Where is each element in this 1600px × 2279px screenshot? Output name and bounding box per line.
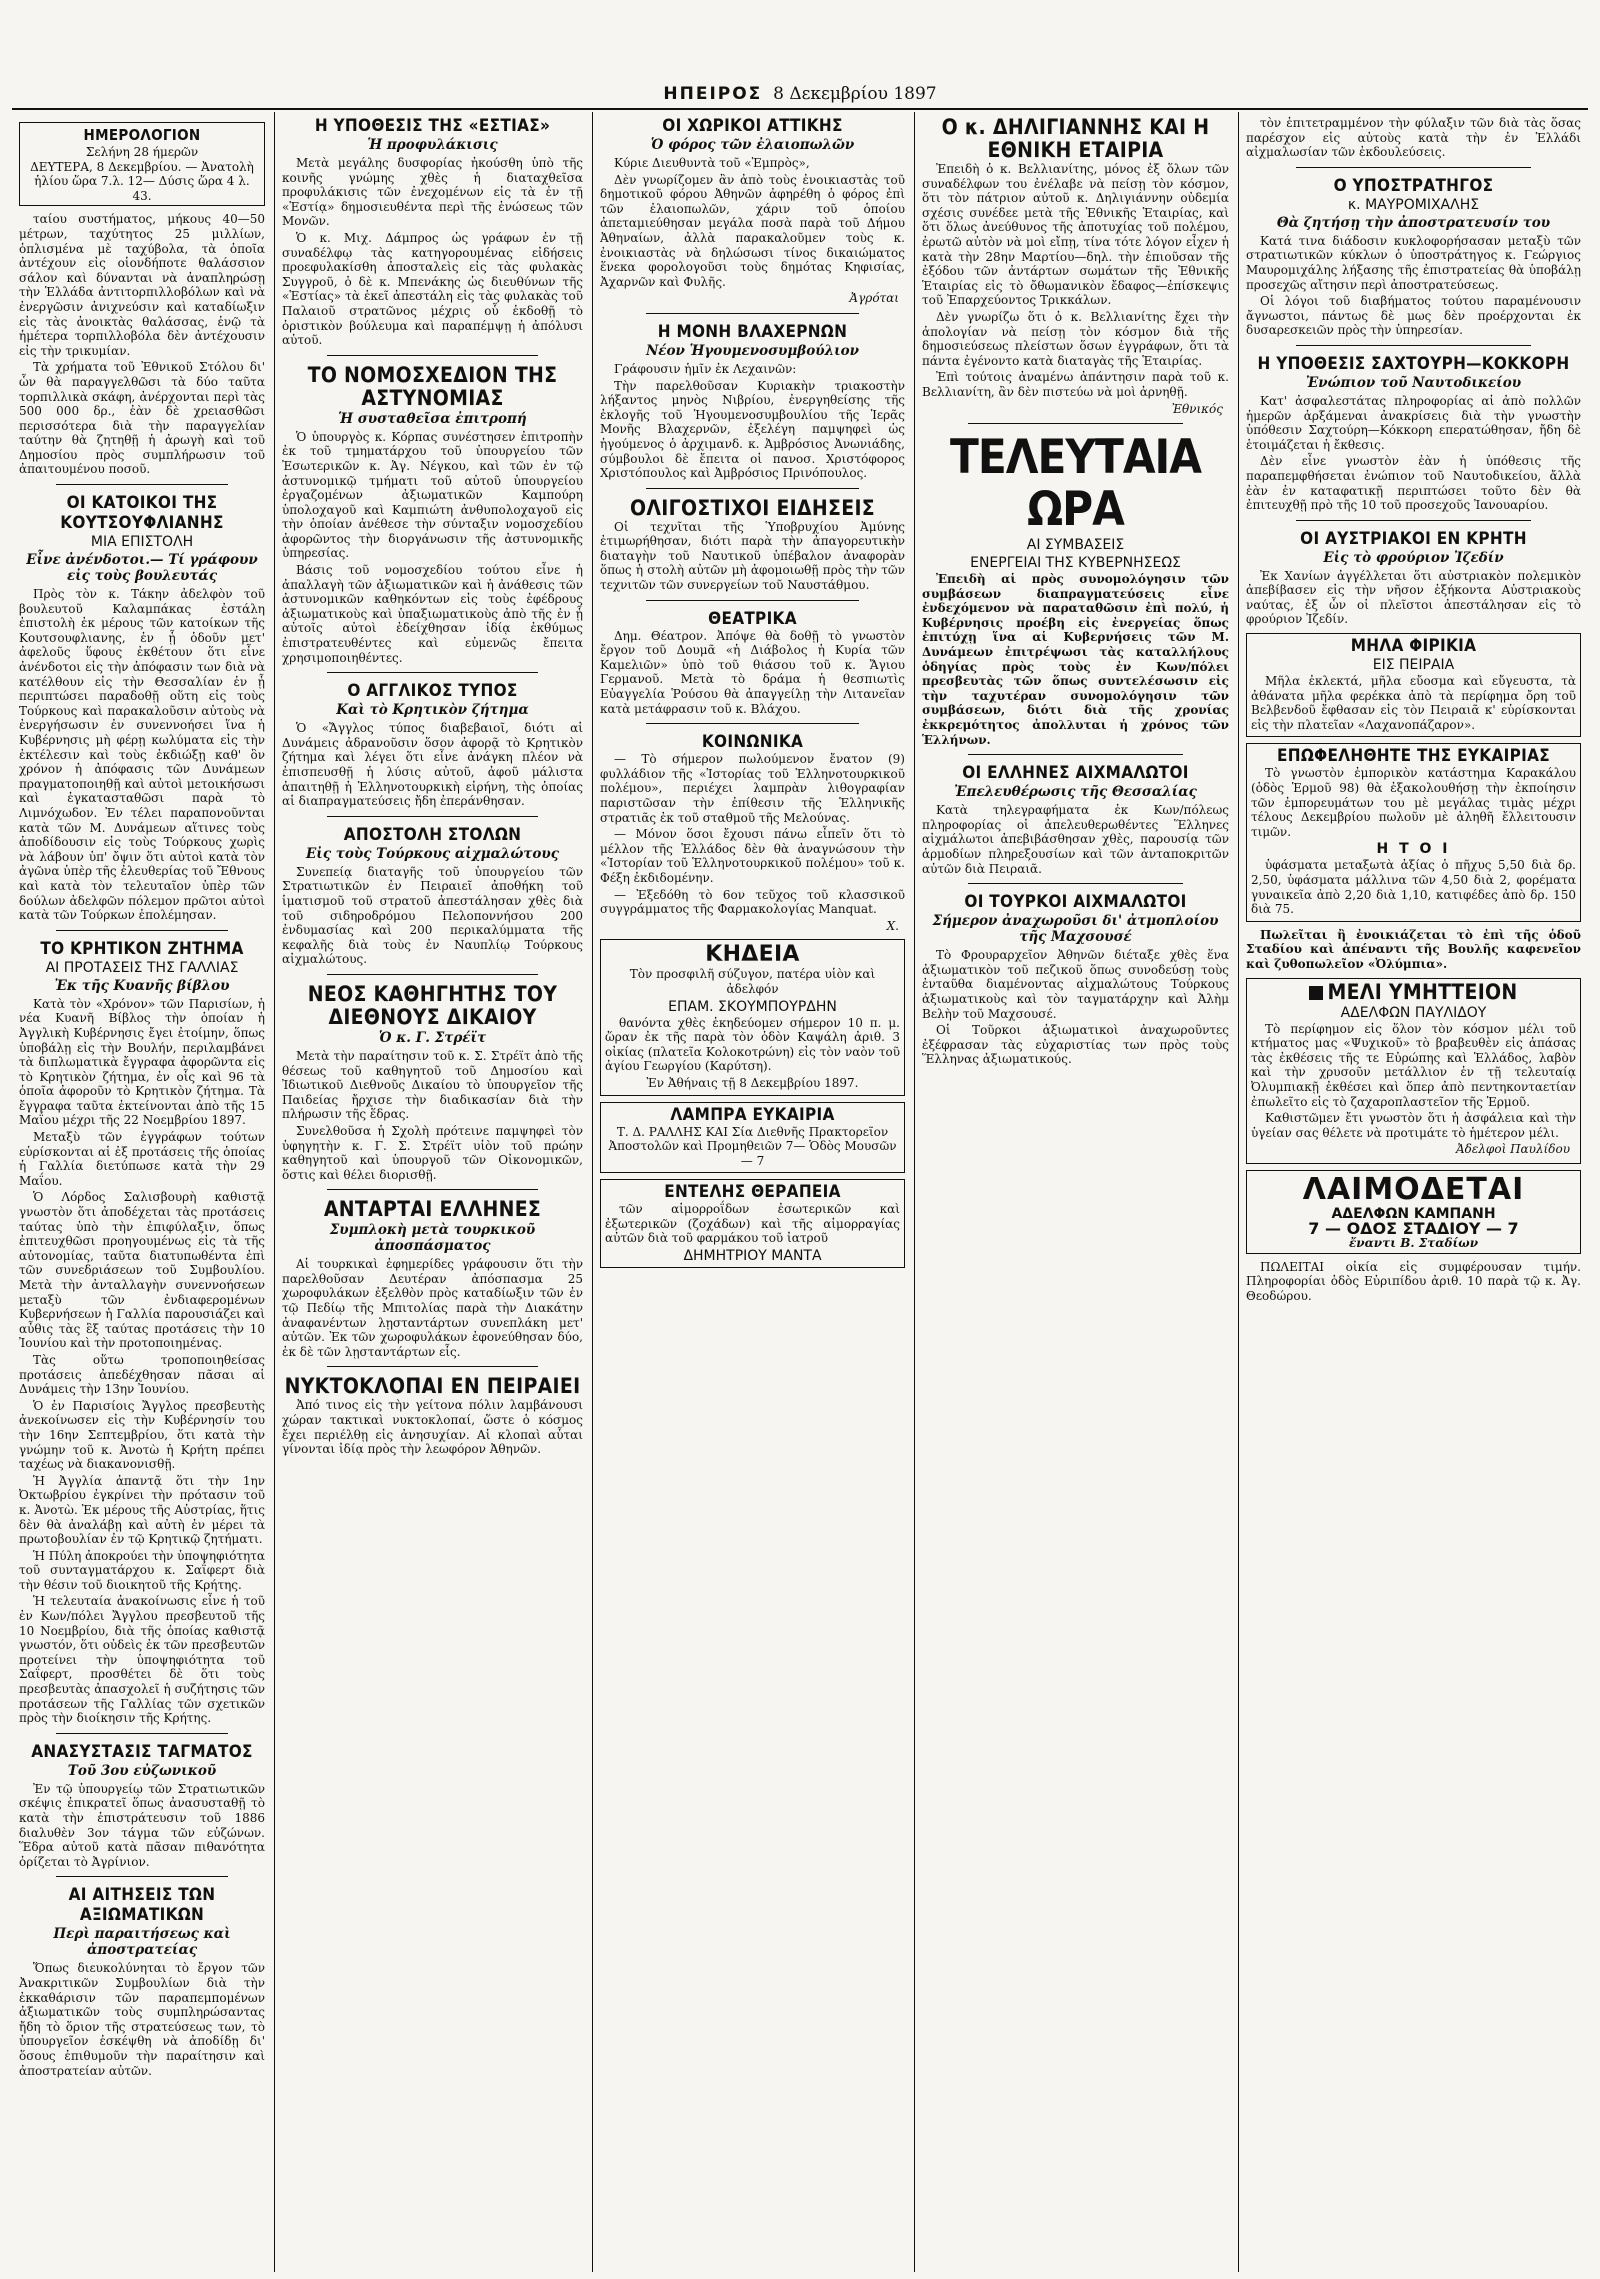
paragraph: ΠΩΛΕΙΤΑΙ οἰκία εἰς συμφέρουσαν τιμήν. Πληροφορίαι ὁδὸς Εὐριπίδου ἀριθ. 10 παρὰ τῷ κ. Ἀγ. Θεοδώρου.: [1246, 1259, 1581, 1303]
paragraph: Ὁ κ. Μιχ. Δάμπρος ὡς γράφων ἐν τῇ συναδέλφῳ τὰς κατηγορουμένας εἰδήσεις προεφυλακίσθη ἀποσταλεὶς εἰς τὰς φυλακὰς Συγγροῦ, ὁ δὲ κ. Μπενάκης ὡς διευθύνων τῆς «Ἑστίας» τὰ ἐκεῖ ἀπεστάλη εἰς τὰς φυλακὰς τοῦ Παλαιοῦ στρατῶνος μέχρις οὗ ἐκδοθῇ τὸ ὁριστικὸν βούλευμα καὶ παραπέμψῃ ἡ ἀπόλυσι αὐτοῦ.: [282, 230, 583, 348]
paragraph: — Ἐξεδόθη τὸ 6ον τεῦχος τοῦ κλασσικοῦ συγγράμματος τῆς Φαρμακολογίας Manquat.: [600, 887, 905, 917]
divider: [327, 1189, 538, 1190]
headline-rebels: ΑΝΤΑΡΤΑΙ ΕΛΛΗΝΕΣ: [323, 1197, 542, 1222]
paragraph: Ἡ Πύλη ἀποκρούει τὴν ὑποψηφιότητα τοῦ συνταγματάρχου κ. Σαΐφερτ διὰ τὴν θέσιν τοῦ διοικητοῦ τῆς Κρήτης.: [19, 1548, 265, 1592]
kicker: Περὶ παραιτήσεως καὶ ἀποστρατείας: [53, 1926, 231, 1959]
paragraph: Τὴν παρελθοῦσαν Κυριακὴν τριακοστὴν λήξαντος μηνὸς Νιβρίου, ἐνεργηθείσης τῆς ἐκλογῆς τοῦ Ἡγουμενοσυμβουλίου τῆς Ἱερᾶς Μονῆς Βλαχερνῶν, ἐξελέγη παμψηφεὶ ὡς ἡγούμενος ὁ ἀρχιμανδ. κ. Ἀμβρόσιος Ἀνωνιάδης, σύμβουλοι δὲ ἔπειτα οἱ πανοσ. Χριστόφορος Χριστόπουλος καὶ Ἀμβρόσιος Πρινόπουλος.: [600, 378, 905, 481]
paragraph: Ὁ ὑπουργὸς κ. Κόρπας συνέστησεν ἐπιτροπὴν ἐκ τοῦ τμηματάρχου τοῦ ὑπουργείου τῶν Ἐσωτερικῶν κ. Ἀγ. Νέγκου, καὶ τῶν ἐν τῷ ἀστυνομικῷ τμήματι τοῦ αὐτοῦ ὑπουργείου ἐργαζομένων ἀξιωματικῶν Καμπούρη ὑπολοχαγοῦ καὶ Καμπιώτη ἀνθυπολοχαγοῦ εἰς τὴν ὁποίαν ἀνέθεσε τὴν σύνταξιν νομοσχεδίου ἀφορῶντος τὴν διοργάνωσιν τῆς ἀστυνομικῆς ὑπηρεσίας.: [282, 429, 583, 561]
doctor-name: ΔΗΜΗΤΡΙΟΥ ΜΑΝΤΑ: [683, 1248, 822, 1265]
divider: [327, 974, 538, 975]
paragraph: Τὸ περίφημον εἰς ὅλον τὸν κόσμον μέλι τοῦ κτήματος μας «Ψυχικοῦ» τὸ βραβευθὲν εἰς ἁπάσας τὰς ἐκθέσεις τῆς τε Εὐρώπης καὶ Ἑλλάδος, λαβὸν καὶ τὴν χρυσοῦν μετάλλιον ἐν τῇ τελευταίᾳ Ὀλυμπιακῇ ἐκθέσει καὶ ὅπερ ἀπὸ πεντηκονταετίαν ἐπωλεῖτο εἰς τὸ ζαχαροπλαστεῖον τῆς Ἑρμοῦ.: [1251, 1021, 1576, 1109]
divider: [646, 723, 860, 724]
kicker: Εἰς τὸ φρούριον Ἰζεδίν: [1323, 549, 1504, 566]
headline-short-news: ΟΛΙΓΟΣΤΙΧΟΙ ΕΙΔΗΣΕΙΣ: [630, 495, 875, 520]
ad-therapy: [600, 1179, 905, 1268]
paragraph: τῶν αἱμορροΐδων ἐσωτερικῶν καὶ ἐξωτερικῶν (ζοχάδων) καὶ τῆς αἱμορραγίας αὐτῶν διὰ τοῦ φαρμάκου τοῦ ἰατροῦ: [605, 1202, 900, 1246]
signature: Χ.: [886, 918, 899, 933]
headline-attica-villagers: ΟΙ ΧΩΡΙΚΟΙ ΑΤΤΙΚΗΣ: [662, 116, 843, 136]
ephemeris-title: ΗΜΕΡΟΛΟΓΙΟΝ: [83, 126, 201, 144]
kicker: Συμπλοκὴ μετὰ τουρκικοῦ ἀποσπάσματος: [329, 1222, 536, 1255]
neckties-address: 7 — ΟΔΟΣ ΣΤΑΔΙΟΥ — 7: [1308, 1218, 1519, 1238]
paragraph: Τὸ γνωστὸν ἐμπορικὸν κατάστημα Καρακάλου (ὁδὸς Ἑρμοῦ 98) θὰ ἐξακολουθήσῃ τὴν ἐκποίησιν τῶν ἐμπορευμάτων του μὲ μεγάλας τιμὰς μέχρι τέλους Δεκεμβρίου πωλοῦν μὲ ἀληθῆ ἔλλειτουσιν τιμῶν.: [1251, 766, 1576, 839]
paragraph: Οἱ τεχνῖται τῆς Ὑποβρυχίου Ἀμύνης ἐτιμωρήθησαν, διότι παρὰ τὴν ἀπαγορευτικὴν διαταγὴν τοῦ Ναυτικοῦ ὑπέβαλον ἀναφορὰν ὅπως ἡ στολὴ αὐτῶν μὴ ἀφομοιωθῇ πρὸς τὴν τῶν τεχνιτῶν τῶν συνεργείων τοῦ Ναυστάθμου.: [600, 519, 905, 593]
paragraph: Μεταξὺ τῶν ἐγγράφων τούτων εὑρίσκονται αἱ ἐξ προτάσεις τῆς ὁποίας ἡ Γαλλία διετύπωσε κατὰ τὴν 29 Μαΐου.: [19, 1130, 265, 1188]
paragraph: — Μόνον ὅσοι ἔχουσι πάνω εἶπεῖν ὅτι τὸ μέλλον τῆς Ἑλλάδος δὲν θὰ ἀναγνώσουν τὴν «Ἱστορίαν τοῦ Ἑλληνοτουρκικοῦ πολέμου» τοῦ κ. Φέξη ἐκδιδομένην.: [600, 827, 905, 885]
headline-koutsouflianis: ΟΙ ΚΑΤΟΙΚΟΙ ΤΗΣ ΚΟΥΤΣΟΥΦΛΙΑΝΗΣ: [60, 493, 224, 534]
paragraph: Συνεπείᾳ διαταγῆς τοῦ ὑπουργείου τῶν Στρατιωτικῶν ἐν Πειραιεῖ ἀποθήκη τοῦ ἱματισμοῦ τοῦ στρατοῦ ἀπεστάλησαν χθὲς διὰ τοῦ σιδηροδρόμου Πελοποννήσου 200 ἐνδυμασίας καὶ 200 περικαλύμματα τῆς κεφαλῆς διὰ τοὺς ἐν Ναυπλίῳ Τούρκους αἰχμαλώτους.: [282, 864, 583, 967]
subhead: ΕΝΕΡΓΕΙΑΙ ΤΗΣ ΚΥΒΕΡΝΗΣΕΩΣ: [970, 555, 1181, 572]
issue-date: 8 Δεκεμβρίου 1897: [773, 84, 937, 104]
subhead: Η Τ Ο Ι: [1376, 841, 1451, 858]
paragraph: Οἱ Τοῦρκοι ἀξιωματικοὶ ἀναχωροῦντες ἐξέφρασαν τὰς εὐχαριστίας των πρὸς τοὺς Ἕλληνας ἀξιωματικούς.: [922, 1023, 1229, 1067]
ephemeris-sun: ΔΕΥΤΕΡΑ, 8 Δεκεμβρίου. — Ἀνατολὴ ἡλίου ὥρα 7.λ. 12— Δύσις ὥρα 4 λ. 43.: [30, 159, 254, 203]
paragraph: Δὲν γνωρίζομεν ἂν ἀπὸ τοὺς ἐνοικιαστὰς τοῦ δημοτικοῦ φόρου Ἀθηνῶν ἀφηρέθη ὁ φόρος ἐπὶ τῶν ἐλαιοπωλῶν, χάριν τοῦ ὁποίου ἀπεταμιεύθησαν μεγάλα ποσὰ παρὰ τοῦ Δήμου Ἀθηναίων, ἀλλὰ παρακαλοῦμεν τοὺς κ. ἐνοικιαστὰς νὰ δηλώσωσι τίνος δικαιώματος ἕνεκα φορολογοῦσι τοὺς δημότας Κηφισίας, Ἀχαρνῶν καὶ Φυλῆς.: [600, 172, 905, 289]
paragraph: Ἡ Ἀγγλία ἀπαντᾷ ὅτι τὴν 1ην Ὀκτωβρίου ἐγκρίνει τὴν πρότασιν τοῦ κ. Ἀνοτὼ. Ἐκ μέρους τῆς Αὐστρίας, ἥτις δὲν θὰ ἀναλάβῃ καὶ αὐτὴ ἐν μέρει τὰ πρωτοβουλίαν ἐν τῷ Κρητικῷ ζητήματι.: [19, 1473, 265, 1547]
headline-theatre: ΘΕΑΤΡΙΚΑ: [708, 608, 797, 629]
paragraph: Κατὰ τὸν «Χρόνον» τῶν Παρισίων, ἡ νέα Κυανῆ Βίβλος τὴν ὁποίαν ἡ Ἀγγλικὴ Κυβέρνησις ἔγει ἐτοίμην, ὅπως ὑποβάλῃ εἰς τὴν Βουλήν, περιλαμβάνει τὰ διπλωματικὰ ἔγγραφα ἀφορῶντα εἰς τὸ Κρητικὸν ζήτημα, ἐν οἷς καὶ 96 τὰ ὁποῖα ἀφοροῦν τὸ Κρητικὸν ζήτημα. Τὰ ἔγγραφα ταῦτα ἐκτείνονται ἀπὸ τῆς 15 Μαΐου μέχρι τῆς 22 Νοεμβρίου 1897.: [19, 996, 265, 1128]
paragraph: Κατ' ἀσφαλεστάτας πληροφορίας αἱ ἀπὸ πολλῶν ἡμερῶν ἀρξάμεναι ἀνακρίσεις διὰ τὴν γνωστὴν ὑπόθεσιν Σαχτούρη—Κόκκορη επερατώθησαν, ἤδη δὲ ἑτοιμάζεται ἡ ἔκθεσις.: [1246, 393, 1581, 452]
headline-police-bill: ΤΟ ΝΟΜΟΣΧΕΔΙΟΝ ΤΗΣ ΑΣΤΥΝΟΜΙΑΣ: [307, 362, 558, 410]
headline-cretan-question: ΤΟ ΚΡΗΤΙΚΟΝ ΖΗΤΗΜΑ: [40, 938, 244, 959]
paragraph: Ὁ «Ἄγγλος τύπος διαβεβαιοῖ, διότι αἱ Δυνάμεις ἀδρανοῦσιν ὅσον ἀφορᾷ τὸ Κρητικὸν ζήτημα καὶ λέγει ὅτι εἶνε ἀνάγκη πλέον νὰ ἐπισπευσθῇ ἡ λύσις αὐτοῦ, ἀφοῦ μάλιστα ἀπαιτηθῇ ἡ Ἑλληνοτουρκικὴ εἰρήνη, τὴς ὁποίας αἱ διαπραγματεύσεις ἤδη ἐπεράνθησαν.: [282, 721, 583, 809]
paragraph: θανόντα χθὲς ἐκηδεύομεν σήμερον 10 π. μ. ὥραν ἐκ τῆς παρὰ τὸν ὁδὸν Καψάλη ἀριθ. 3 οἰκίας (πλατεῖα Κολοκοτρώνη) εἰς τὸν ναὸν τοῦ ἁγίου Γεωργίου (Καρύτση).: [605, 1015, 900, 1074]
square-bullet-icon: [1309, 986, 1323, 1000]
ad-neckties: [1246, 1170, 1581, 1254]
subhead: ΕΙΣ ΠΕΙΡΑΙΑ: [1372, 657, 1455, 674]
headline-professor: ΝΕΟΣ ΚΑΘΗΓΗΤΗΣ ΤΟΥ ΔΙΕΘΝΟΥΣ ΔΙΚΑΙΟΥ: [307, 981, 558, 1029]
paragraph: Τὸν προσφιλῆ σύζυγον, πατέρα υἱὸν καὶ ἀδελφόν: [629, 967, 876, 996]
kicker: Ὁ κ. Γ. Στρέϊτ: [378, 1029, 487, 1046]
masthead-rule: [12, 108, 1588, 110]
subhead: ΑΙ ΣΥΜΒΑΣΕΙΣ: [1026, 537, 1125, 554]
paragraph: Ἐν τῷ ὑπουργείῳ τῶν Στρατιωτικῶν σκέψις ἐπικρατεῖ ὅπως ἀνασυσταθῇ τὸ κατὰ τὴν ἐπιστράτευσιν τοῦ 1886 διαλυθὲν 3ον τάγμα τῶν εὐζώνων. Ἕδρα αὐτοῦ κατὰ πᾶσαν πιθανότητα ὁρίζεται τὸ Ἀγρίνιον.: [19, 1781, 265, 1869]
ephemeris-moon: Σελήνη 28 ήμερῶν: [85, 145, 199, 159]
kicker: Εἶνε ἀνένδοτοι.— Τί γράφουν εἰς τοὺς βουλευτάς: [26, 552, 258, 585]
headline-opportunity: ΛΑΜΠΡΑ ΕΥΚΑΙΡΙΑ: [670, 1104, 835, 1125]
paragraph: Μῆλα ἐκλεκτά, μῆλα εὔοσμα καὶ εὔγευστα, τὰ ἀθάνατα μῆλα φερέκκα ἀπὸ τὰ περίφημα ὄρη τοῦ Βελβενδοῦ ἔφθασαν εἰς τὸν Πειραιᾶ κ' εὑρίσκονται εἰς τὴν πλατεῖαν «Λαχανοπάζαρον».: [1251, 674, 1576, 732]
kicker: Ἐκ τῆς Κυανῆς βίβλου: [54, 977, 230, 994]
divider: [56, 484, 228, 485]
paragraph: τὸν ἐπιτετραμμένον τὴν φύλαξιν τῶν διὰ τὰς ὅσας παρέσχον εἰς αὐτοὺς κατὰ τὴν ἐν Ἑλλάδι αἰχμαλωσίαν τῶν ἐκδουλεύσεις.: [1246, 116, 1581, 160]
paragraph: Δὲν εἶνε γνωστὸν ἐὰν ἡ ὑπόθεσις τῆς παραπεμφθήσεται ἐνώπιον τοῦ Ναυτοδικείου, ἄλλὰ ἐὰν ἐν καταφατικῇ περιπτώσει τοῦτο δὲν θὰ ἐπιτευχθῇ πρὸ τῆς 10 τοῦ προσεχοῦς Ἰανουαρίου.: [1246, 454, 1581, 513]
paragraph: Ὁ ἐν Παρισίοις Ἄγγλος πρεσβευτὴς ἀνεκοίνωσεν εἰς τὴν Κυβέρνησίν του τὴν 16ην Σεπτεμβρίου, ὅτι κατὰ τὴν γνώμην τοῦ κ. Ἀνοτὼ ἡ Κρήτη πρέπει ταχέως νὰ διακανονισθῇ.: [19, 1398, 265, 1472]
paragraph: Ἐπειδὴ αἱ πρὸς συνομολόγησιν τῶν συμβάσεων διαπραγματεύσεις εἶνε ἐνδεχόμενον νὰ παραταθῶσιν ἐπὶ πολύ, ἡ Κυβέρνησις προέβη εἰς ἐνεργείας ὅπως ἐπιτύχῃ ἵνα αἱ Κυβερνήσεις τῶν Μ. Δυνάμεων ἐπιτρέψωσι τὰς καταλλήλους ὁδηγίας πρὸς τοὺς ἐν Κων/πόλει πρεσβευτὰς τῶν ὅπως συντελέσωσιν εἰς τὴν ταχυτέραν συνομολόγησιν τῶν συμβάσεων, διότι διὰ τῆς χρονίας ἐκκρεμότητος ἀπολλυται ἡ χρόνος τῶν Ἑλλήνων.: [922, 572, 1229, 747]
subhead: κ. ΜΑΥΡΟΜΙΧΑΛΗΣ: [1347, 196, 1480, 213]
paragraph: Ὅπως διευκολύνηται τὸ ἔργον τῶν Ἀνακριτικῶν Συμβουλίων διὰ τὴν ἐκκαθάρισιν τῶν παραπεμπομένων ἀξιωματικῶν τοὺς συμπληρώσαντας ἤδη τὸ ὅριον τῆς στρατεύσεως των, τὸ ὑπουργεῖον ἐσκέψθη νὰ ἀποδίδῃ δι' ὅσους ἐπιθυμοῦν τὴν παραίτησιν καὶ ἀποστρατείαν αὐτῶν.: [19, 1961, 265, 2078]
signature: Ἀγρόται: [849, 291, 899, 306]
headline-turkish-prisoners: ΟΙ ΤΟΥΡΚΟΙ ΑΙΧΜΑΛΩΤΟΙ: [964, 892, 1187, 913]
paragraph: Κατά τινα διάδοσιν κυκλοφορήσασαν μεταξὺ τῶν στρατιωτικῶν κύκλων ὁ ὑποστράτηγος κ. Γεώργιος Μαυρομιχάλης λήξασης τῆς ἐπιστρατείας θὰ ὑποβάλῃ προσεχῶς αἴτησιν περὶ ἀποστρατεύσεως.: [1246, 233, 1581, 292]
column-2: [274, 112, 590, 2272]
headline-sachtouris: Η ΥΠΟΘΕΣΙΣ ΣΑΧΤΟΥΡΗ—ΚΟΚΚΟΡΗ: [1257, 353, 1570, 374]
divider: [56, 1876, 228, 1877]
kicker: Ὁ φόρος τῶν ἐλαιοπωλῶν: [650, 137, 855, 153]
headline-deligiannis: Ο κ. ΔΗΛΙΓΙΑΝΝΗΣ ΚΑΙ Η ΕΘΝΙΚΗ ΕΤΑΙΡΙΑ: [941, 115, 1210, 162]
kicker: Καὶ τὸ Κρητικὸν ζήτημα: [336, 702, 529, 719]
paragraph: Μετὰ μεγάλης δυσφορίας ἠκούσθη ὑπὸ τῆς κοινῆς γνώμης χθὲς ἡ διαταχθεῖσα προφυλάκισις τῶν ἐνεχομένων εἰς τὰ ἐν τῇ «Ἑστίᾳ» δημοσιευθέντα περὶ τῆς ἑνώσεως τῶν Μονῶν.: [282, 156, 583, 229]
headline-night-thefts: ΝΥΚΤΟΚΛΟΠΑΙ ΕΝ ΠΕΙΡΑΙΕΙ: [284, 1374, 581, 1399]
paragraph: Καθιστῶμεν ἔτι γνωστὸν ὅτι ἡ ἀσφάλεια καὶ τὴν ὑγείαν σας θέλετε νὰ προτιμάτε τὸ ἡμέτερον μέλι.: [1251, 1111, 1576, 1140]
divider: [646, 488, 860, 489]
neckties-title: ΛΑΙΜΟΔΕΤΑΙ: [1302, 1171, 1525, 1207]
headline-vlacherna: Η ΜΟΝΗ ΒΛΑΧΕΡΝΩΝ: [657, 321, 848, 342]
headline-austrians: ΟΙ ΑΥΣΤΡΙΑΚΟΙ ΕΝ ΚΡΗΤΗ: [1300, 528, 1527, 549]
paragraph: Μετὰ τὴν παραίτησιν τοῦ κ. Σ. Στρέϊτ ἀπὸ τῆς θέσεως τοῦ καθηγητοῦ τοῦ Δημοσίου καὶ Ἰδιωτικοῦ Διεθνοῦς Δικαίου τὸ ὑπουργεῖον τῆς Παιδείας ἤρχισε τὴν διαδικασίαν διὰ τὴν πλήρωσιν τῆς ἕδρας.: [282, 1048, 583, 1122]
divider: [646, 600, 860, 601]
headline-apples: ΜΗΛΑ ΦΙΡΙΚΙΑ: [1350, 636, 1477, 657]
headline-english-press: Ο ΑΓΓΛΙΚΟΣ ΤΥΠΟΣ: [347, 681, 518, 702]
newspaper-name: ΗΠΕΙΡΟΣ: [663, 84, 763, 104]
paragraph: Τὰ χρήματα τοῦ Ἐθνικοῦ Στόλου δι' ὧν θὰ παραγγελθῶσι τὰ δύο ταῦτα τορπιλλικὰ σκάφη, ἀνέρχονται περὶ τὰς 500 000 δρ., ἐὰν δὲ χρειασθῶσι περισσότερα διὰ τὴν παραγγελίαν ταύτην θὰ ζητηθῇ ἡ ἀρωγὴ καὶ τοῦ Δημοσίου πρὸς συμπλήρωσιν τοῦ ἀπαιτουμένου ποσοῦ.: [19, 360, 265, 477]
divider: [968, 754, 1183, 755]
ad-honey: [1246, 978, 1581, 1164]
column-4: [914, 112, 1236, 2272]
signature: Ἀδελφοὶ Παυλίδου: [1456, 1142, 1570, 1157]
headline-officers: ΑΙ ΑΙΤΗΣΕΙΣ ΤΩΝ ΑΞΙΩΜΑΤΙΚΩΝ: [68, 1885, 216, 1926]
column-5: [1238, 112, 1588, 2272]
kicker: Θὰ ζητήσῃ τὴν ἀποστρατευσίν του: [1276, 214, 1551, 231]
headline-uniforms: ΑΠΟΣΤΟΛΗ ΣΤΟΛΩΝ: [343, 824, 522, 845]
divider: [968, 423, 1183, 424]
divider: [56, 930, 228, 931]
headline-estia: Η ΥΠΟΘΕΣΙΣ ΤΗΣ «ΕΣΤΙΑΣ»: [314, 116, 551, 136]
paragraph: ταίου συστήματος, μήκους 40—50 μέτρων, ταχύτητος 25 μιλλίων, ὁπλισμένα μὲ ταχύβολα, τὰ ὁποῖα ἀντέχουν εἰς οἱονδήποτε θαλάσσιον σάλον καὶ δύνανται νὰ ἀναπληρώσῃ τὴν Ἑλλάδα ἀντιτορπιλλοβόλων καὶ νὰ ἐνεργῶσιν ἀνιχνεύσιν καὶ καταδίωξιν εἰς τὰς ἀνοικτὰς θαλάσσας, ἐνῷ τὰ ἡμέτερα τορπιλλοβόλα δὲν ἀντέχουσιν εἰς τὴν τρικυμίαν.: [19, 212, 265, 358]
masthead: [0, 84, 1600, 106]
paragraph: Τὸ Φρουραρχεῖον Ἀθηνῶν διέταξε χθὲς ἕνα ἀξιωματικὸν τοῦ πεζικοῦ ὅπως συνοδεύσῃ τοὺς ἐνταῦθα διαμένοντας αἰχμαλώτους Τούρκους ἀξιωματικοὺς καὶ τὸν ταγματάρχην καὶ Ἀλὴμ Βελὴν τοῦ Μαχσουσέ.: [922, 948, 1229, 1021]
paragraph: ὑφάσματα μεταξωτὰ ἀξίας ὁ πῆχυς 5,50 διὰ δρ. 2,50, ὑφάσματα μάλλινα τῶν 4,50 διὰ 2, φορέματα γυναικεῖα ἀπὸ 2,20 διὰ 1,10, κατιφέδες ἀπὸ δρ. 150 διὰ 75.: [1251, 858, 1576, 917]
neckties-landmark: ἔναντι Β. Σταδίων: [1348, 1236, 1479, 1251]
paragraph: — Τὸ σήμερον πωλούμενον ἔνατον (9) φυλλάδιον τῆς «Ἱστορίας τοῦ Ἑλληνοτουρκικοῦ πολέμου», περιέχει λαμπρὰν λιθογραφίαν παριστῶσαν τὴν ἐπίθεσιν τῆς Ἑλληνικῆς στρατιᾶς ἐκ τοῦ σταθμοῦ τῆς Μελούνας.: [600, 752, 905, 825]
headline-honey: ΜΕΛΙ ΥΜΗΤΤΕΙΟΝ: [1251, 981, 1576, 1004]
divider: [1296, 345, 1531, 346]
ephemeris-box: [19, 122, 265, 206]
paragraph: Δημ. Θέατρον. Ἀπόψε θὰ δοθῇ τὸ γνωστὸν ἔργον τοῦ Δουμᾶ «ἡ Διάβολος ἡ Κυρία τῶν Καμελιῶν» ὑπὸ τοῦ θιάσου τοῦ κ. Ἄγιου Γερμανοῦ. Μετὰ τὸ δράμα ἡ θεσπιωτὶς Εὐαγγελία Ῥούσου θὰ ἀπαγγείλῃ τὴν Λιτανεῖαν κατὰ μετάφρασιν τοῦ κ. Βλάχου.: [600, 628, 905, 716]
divider: [56, 1733, 228, 1734]
paragraph: Βάσις τοῦ νομοσχεδίου τούτου εἶνε ἡ ἀπαλλαγὴ τῶν ἀξιωματικῶν καὶ ἡ ἀνάθεσις τῶν ἀστυνομικῶν καθηκόντων εἰς τοὺς ἐφέδρους ἀξιωματικοὺς καὶ ὑπαξιωματικοὺς ἀπὸ τῆς ἐν ᾗ αὐτοῖς αὐτοὶ ἐδείχθησαν ἰδίᾳ ἐκθύμως ἐπιστρατευθέντες καὶ εὐμενῶς ἔπειτα χρησιμοποιηθέντες.: [282, 563, 583, 665]
paragraph: Πρὸς τὸν κ. Τάκην ἀδελφὸν τοῦ βουλευτοῦ Καλαμπάκας ἐστάλη ἐπιστολὴ ἐκ μέρους τῶν κατοίκων τῆς Κουτσουφλιανης, ἐν ᾗ ὁδοῦν μετ' ἀφελοῦς ὕφους ἐκθέτουν ὅτι εἶνε ἀνένδοτοι εἰς τὴν ἀπόφασιν των διὰ νὰ κατέλθουν εἰς τὴν Θεσσαλίαν ἐν ᾗ περιπτώσει παραδοθῇ οὕτη εἰς τοὺς Τούρκους καὶ παρακαλοῦσιν αὐτοὺς νὰ ἐνεργήσωσιν ἐν συνεννοήσει ἵνα ἡ Κυβέρνησις μὴ φέρῃ κωλύματα εἰς τὴν ἐκτέλεσιν καὶ τοὺς ἐκδιώξῃ καθ' ὃν χρόνον ἡ ἀπόφασις τῶν Δυνάμεων πραγματοποιηθῇ καὶ αὐτοὶ μετοικήσωσι καὶ ἐγκατασταθῶσι παρὰ τὸ Λιμνόχωδον. Ἐν τέλει παραπονοῦνται κατὰ τῶν Μ. Δυνάμεων αἵτινες τοὺς ἀποδίδουσιν εἰς τοὺς Τούρκους χωρὶς νὰ λάβουν ὑπ' ὄψιν ὅτι αὐτοὶ κατὰ τὸν ἀγῶνα ὑπὲρ τῆς ἐλευθερίας τοῦ Ἔθνους καὶ κατὰ τὸν τελευταῖον ὑπὲρ τῶν δούλων ἀδελφῶν πόλεμον πρῶτοι αὐτοὶ κατὰ τῶν Τούρκων ἐπολέμησαν.: [19, 587, 265, 923]
divider: [327, 1366, 538, 1367]
headline-general: Ο ΥΠΟΣΤΡΑΤΗΓΟΣ: [1333, 175, 1494, 196]
subhead: ΑΔΕΛΦΩΝ ΠΑΥΛΙΔΟΥ: [1340, 1004, 1487, 1021]
columns: [12, 112, 1588, 2272]
paragraph: Γράφουσιν ἡμῖν ἐκ Λεχαινῶν:: [614, 361, 797, 376]
ad-karakalos: [1246, 743, 1581, 921]
subhead: ΜΙΑ ΕΠΙΣΤΟΛΗ: [90, 534, 194, 551]
paragraph: Ἐκ Χανίων ἀγγέλλεται ὅτι αὐστριακὸν πολεμικὸν ἀπεβίβασεν εἰς τὴν νῆσον ἑξήκοντα Αὐστριακοὺς ναύτας, ἐξ ὧν οἱ πλεῖστοι ἀπεστάλησαν εἰς τὸ φρούριον Ἰζεδίν.: [1246, 568, 1581, 627]
kicker: Τοῦ 3ου εὐζωνικοῦ: [67, 1762, 217, 1779]
paragraph: Ἀπό τινος εἰς τὴν γείτονα πόλιν λαμβάνουσι χώραν τακτικαὶ νυκτοκλοπαί, ὥστε ὁ κόσμος ἔχει περιέλθῃ εἰς ἀνησυχίαν. Αἱ κλοπαὶ αὗται γίνονται ἰδίᾳ πρὸς τὴν λεωφόρον Ἀθηνῶν.: [282, 1398, 583, 1457]
divider: [1296, 167, 1531, 168]
ad-apples: [1246, 633, 1581, 737]
ad-rallis: [600, 1102, 905, 1174]
kicker: Ἐνώπιον τοῦ Ναυτοδικείου: [1305, 374, 1522, 391]
kicker: Ἡ συσταθεῖσα ἐπιτροπή: [338, 410, 527, 427]
paragraph: Τ. Δ. ΡΑΛΛΗΣ ΚΑΙ Σία Διεθνῆς Πρακτορεῖον Ἀποστολῶν καὶ Προμηθειῶν 7— Ὁδὸς Μουσῶν— 7: [608, 1124, 897, 1168]
paragraph: Ἡ τελευταία ἀνακοίνωσις εἶνε ἡ τοῦ ἐν Κων/πόλει Ἄγγλου πρεσβευτοῦ τῆς 10 Νοεμβρίου, διὰ τῆς ὁποίας καθιστᾷ γνωστόν, ὅτι οὐδεὶς ἐκ τῶν πρεσβευτῶν προτείνει τὴν ὑποψηφιότητα τοῦ Σαΐφερτ, προσθέτει δὲ ὅτι τοὺς πρεσβευτὰς ἀπασχολεῖ ἡ συζήτησις τῶν προτάσεων τῆς Γαλλίας τῶν σχετικῶν πρὸς τὴν διοίκησιν τῆς Κρήτης.: [19, 1594, 265, 1726]
paragraph: Ἐπειδὴ ὁ κ. Βελλιανίτης, μόνος ἐξ ὅλων τῶν συναδέλφων του ἐνέλαβε νὰ πείσῃ τὸν κόσμον, ὅτι τὸν πάτριον αὐτοῦ κ. Δηλιγιάννην οὐδεμία σχέσις συνέδεε μετὰ τῆς Ἐθνικῆς Ἑταιρίας, καὶ ὅτι ὅλως ἀνεύθυνος τῆς ἀποτυχίας τοῦ πολέμου, ἐρωτῶ αὐτὸν νὰ μοὶ εἴπῃ, τίνα τότε λόγον εἶχεν ἡ κατὰ τὴν 28ην Μαρτίου—δηλ. τὴν ἐπιοῦσαν τῆς ἐξόδου τῶν ἀντάρτων σωμάτων τῆς Ἐθνικῆς Ἑταιρίας εἰς τὸ ὄθωμανικὸν ἔδαφος—ἐπίσκεψις τοῦ Ἐπαρχεύοντος Τρικκάλων.: [922, 162, 1229, 308]
paragraph: Κύριε Διευθυντὰ τοῦ «Ἐμπρὸς»,: [614, 156, 810, 170]
paragraph: Αἱ τουρκικαὶ ἐφημερίδες γράφουσιν ὅτι τὴν παρελθοῦσαν Δευτέραν ἀπόσπασμα 25 χωροφυλάκων ἐξελθὸν πρὸς καταδίωξιν τῶν ἐν τῷ Πεδίῳ τῆς Μπιτολίας παρὰ τὴν Διακάτην ἀναφανέντων λῃσταντάρτων συνεπλάκη μετ' αὐτῶν. Ἐκ τῶν χωροφυλάκων ἐφονεύθησαν δύο, ἐκ δὲ τῶν λῃσταντάρτων εἷς.: [282, 1257, 583, 1359]
paragraph: Δὲν γνωρίζω ὅτι ὁ κ. Βελλιανίτης ἔχει τὴν ἀπολογίαν νὰ πείσῃ τὸν κόσμον διὰ τῆς δημοσιεύσεως πλείστων ὅσων ἐγγράφων, ὅτι τὰ πάντα ἐγένοντο κατὰ διαταγὰς τῆς Ἑταιρίας.: [922, 309, 1229, 368]
subhead: ΑΙ ΠΡΟΤΑΣΕΙΣ ΤΗΣ ΓΑΛΛΙΑΣ: [45, 959, 239, 976]
headline-therapy: ΕΝΤΕΛΗΣ ΘΕΡΑΠΕΙΑ: [664, 1182, 841, 1203]
divider: [327, 816, 538, 817]
divider: [646, 313, 860, 314]
paragraph: Τὰς οὕτω τροποποιηθείσας προτάσεις ἀπεδέχθησαν πᾶσαι αἱ Δυνάμεις τὴν 13ην Ἰουνίου.: [19, 1352, 265, 1397]
funeral-notice: [600, 939, 905, 1095]
headline-greek-prisoners: ΟΙ ΕΛΛΗΝΕΣ ΑΙΧΜΑΛΩΤΟΙ: [962, 763, 1189, 784]
headline-battalion: ΑΝΑΣΥΣΤΑΣΙΣ ΤΑΓΜΑΤΟΣ: [31, 1741, 253, 1762]
paragraph: Ἐπὶ τούτοις ἀναμένω ἀπάντησιν παρὰ τοῦ κ. Βελλιανίτη, ἂν δὲν πιστεύω νὰ μοὶ ἀρνηθῇ.: [922, 370, 1229, 399]
column-1: [12, 112, 272, 2272]
headline-opportunity: ΕΠΩΦΕΛΗΘΗΤΕ ΤΗΣ ΕΥΚΑΙΡΙΑΣ: [1277, 746, 1550, 767]
headline-funeral: ΚΗΔΕΙΑ: [705, 942, 800, 968]
paragraph: Συνελθοῦσα ἡ Σχολὴ πρότεινε παμψηφεὶ τὸν ὑφηγητὴν κ. Γ. Σ. Στρέϊτ υἱὸν τοῦ πρώην καθηγητοῦ καὶ ὑπουργοῦ τῶν Οἰκονομικῶν, ὅστις καὶ θέλει διορισθῇ.: [282, 1123, 583, 1182]
paragraph: Οἱ λόγοι τοῦ διαβήματος τούτου παραμένουσιν ἄγνωστοι, πάντως δὲ μως δὲν προέρχονται ἐκ δυσαρεσκειῶν πρὸς τὴν ὑπηρεσίαν.: [1246, 294, 1581, 338]
headline-last-hour: ΤΕΛΕΥΤΑΙΑ ΩΡΑ: [950, 430, 1201, 538]
kicker: Νέον Ἡγουμενοσυμβούλιον: [645, 342, 860, 359]
divider: [327, 672, 538, 673]
neckties-brand: ΑΔΕΛΦΩΝ ΚΑΜΠΑΝΗ: [1331, 1205, 1496, 1222]
deceased-name: ΕΠΑΜ. ΣΚΟΥΜΠΟΥΡΔΗΝ: [668, 998, 837, 1015]
kicker: Εἰς τοὺς Τούρκους αἰχμαλώτους: [306, 845, 559, 862]
divider: [968, 883, 1183, 884]
kicker: Ἐπελευθέρωσις τῆς Θεσσαλίας: [954, 784, 1197, 801]
paragraph: Ὁ Λόρδος Σαλισβουρὴ καθιστᾷ γνωστὸν ὅτι ἀποδέχεται τὰς προτάσεις ταύτας ὑπὸ τὴν ἐπιφύλαξιν, ὅπως ἐπιτευχθῶσι προηγουμένως εἰς τὰ τῆς αὐτονομίας, ταῦτα διατυπωθέντα ἐπὶ τῶν συνεδριάσεων τοῦ Συμβουλίου. Μετὰ τὴν ἀνταλλαγὴν συνεννοήσεων μεταξὺ τῶν ἐνδιαφερομένων Κυβερνήσεων ἡ Γαλλία παρουσιάζει καὶ αὖθις τὰς ἓξ ταύτας προτάσεις τὴν 10 Ἰουνίου καὶ τὴν προτοποιημένας.: [19, 1190, 265, 1351]
divider: [1296, 520, 1531, 521]
signature: Ἐθνικός: [1171, 401, 1223, 416]
paragraph: Κατὰ τηλεγραφήματα ἐκ Κων/πόλεως πληροφορίας οἱ ἀπελευθερωθέντες Ἕλληνες αἰχμάλωτοι ἀπεβιβάσθησαν χθὲς, παρουσίᾳ τῶν ἁρμοδίων πληρεξουσίων καὶ τῶν ἀνταποκριτῶν αὐτῶν διὰ Πειραιᾶ.: [922, 803, 1229, 876]
paragraph: Πωλεῖται ἢ ἐνοικιάζεται τὸ ἐπὶ τῆς ὁδοῦ Σταδίου καὶ ἀπέναντι τῆς Βουλῆς καφενεῖον καὶ ζυθοπωλεῖον «Ὀλύμπια».: [1246, 927, 1581, 971]
kicker: Σήμερον ἀναχωροῦσι δι' ἀτμοπλοίου τῆς Μαχσουσέ: [932, 913, 1219, 946]
paragraph: Ἐν Ἀθήναις τῇ 8 Δεκεμβρίου 1897.: [646, 1075, 859, 1090]
column-3: [592, 112, 912, 2272]
kicker: Ἡ προφυλάκισις: [367, 137, 498, 153]
divider: [327, 355, 538, 356]
headline-social: ΚΟΙΝΩΝΙΚΑ: [701, 732, 804, 753]
